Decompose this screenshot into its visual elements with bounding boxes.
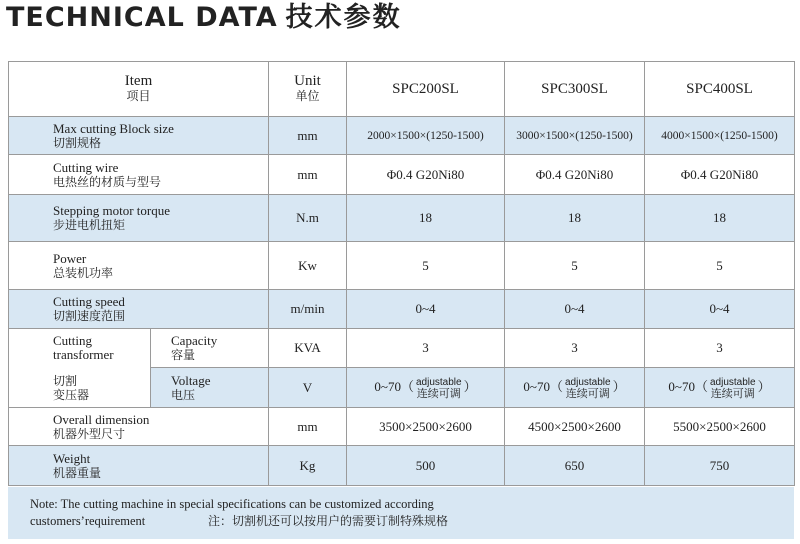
- row-value: 18: [645, 195, 795, 242]
- row-label: Overall dimension 机器外型尺寸: [9, 408, 269, 446]
- page-title: [6, 0, 402, 36]
- title-en: TECHNICAL DATA: [6, 2, 278, 33]
- row-value: 4000×1500×(1250-1500): [645, 117, 795, 155]
- voltage-label: Voltage 电压: [151, 368, 269, 408]
- row-value: 5500×2500×2600: [645, 408, 795, 446]
- row-value: Φ0.4 G20Ni80: [347, 155, 505, 195]
- row-unit: mm: [269, 155, 347, 195]
- row-value: 3000×1500×(1250-1500): [505, 117, 645, 155]
- row-value: 18: [347, 195, 505, 242]
- row-value: 3: [347, 329, 505, 368]
- row-unit: Kg: [269, 446, 347, 486]
- row-value: 750: [645, 446, 795, 486]
- row-unit: KVA: [269, 329, 347, 368]
- row-unit: m/min: [269, 290, 347, 329]
- row-value: Φ0.4 G20Ni80: [505, 155, 645, 195]
- voltage-value: 0~70（ adjustable 连续可调 ）: [505, 368, 645, 408]
- row-unit: V: [269, 368, 347, 408]
- header-item: Item 项目: [9, 62, 269, 117]
- row-value: Φ0.4 G20Ni80: [645, 155, 795, 195]
- table-row: [9, 446, 795, 486]
- title-cn: 技术参数: [285, 2, 402, 33]
- header-model-3: SPC400SL: [645, 62, 795, 117]
- row-unit: Kw: [269, 242, 347, 290]
- row-unit: mm: [269, 408, 347, 446]
- note-line-2: customers’requirement: [30, 514, 146, 528]
- note-cn: 注：切割机还可以按用户的需要订制特殊规格: [208, 514, 449, 528]
- table-row: [9, 117, 795, 155]
- transformer-label: Cutting transformer 切割 变压器: [9, 329, 151, 408]
- table-row: [9, 329, 795, 368]
- table-row: [9, 195, 795, 242]
- row-value: 0~4: [347, 290, 505, 329]
- row-value: 3500×2500×2600: [347, 408, 505, 446]
- header-unit: Unit 单位: [269, 62, 347, 117]
- row-value: 5: [645, 242, 795, 290]
- capacity-label: Capacity 容量: [151, 329, 269, 368]
- row-value: 2000×1500×(1250-1500): [347, 117, 505, 155]
- row-label: Weight 机器重量: [9, 446, 269, 486]
- row-value: 500: [347, 446, 505, 486]
- row-unit: N.m: [269, 195, 347, 242]
- row-label: Cutting speed 切割速度范围: [9, 290, 269, 329]
- table-header-row: [9, 62, 795, 117]
- row-value: 18: [505, 195, 645, 242]
- row-value: 0~4: [505, 290, 645, 329]
- header-model-1: SPC200SL: [347, 62, 505, 117]
- row-value: 3: [645, 329, 795, 368]
- row-label: Stepping motor torque 步进电机扭矩: [9, 195, 269, 242]
- header-model-2: SPC300SL: [505, 62, 645, 117]
- spec-table: [8, 61, 795, 486]
- note-box: [8, 487, 794, 539]
- row-label: Power 总装机功率: [9, 242, 269, 290]
- note-line-1: Note: The cutting machine in special specifications can be customized according: [30, 497, 434, 511]
- table-row: [9, 408, 795, 446]
- voltage-value: 0~70（ adjustable 连续可调 ）: [347, 368, 505, 408]
- row-value: 4500×2500×2600: [505, 408, 645, 446]
- row-value: 5: [505, 242, 645, 290]
- table-row: [9, 242, 795, 290]
- row-value: 0~4: [645, 290, 795, 329]
- row-value: 650: [505, 446, 645, 486]
- row-value: 3: [505, 329, 645, 368]
- table-row: [9, 290, 795, 329]
- row-label: Cutting wire 电热丝的材质与型号: [9, 155, 269, 195]
- voltage-value: 0~70（ adjustable 连续可调 ）: [645, 368, 795, 408]
- row-label: Max cutting Block size 切割规格: [9, 117, 269, 155]
- row-value: 5: [347, 242, 505, 290]
- row-unit: mm: [269, 117, 347, 155]
- table-row: [9, 155, 795, 195]
